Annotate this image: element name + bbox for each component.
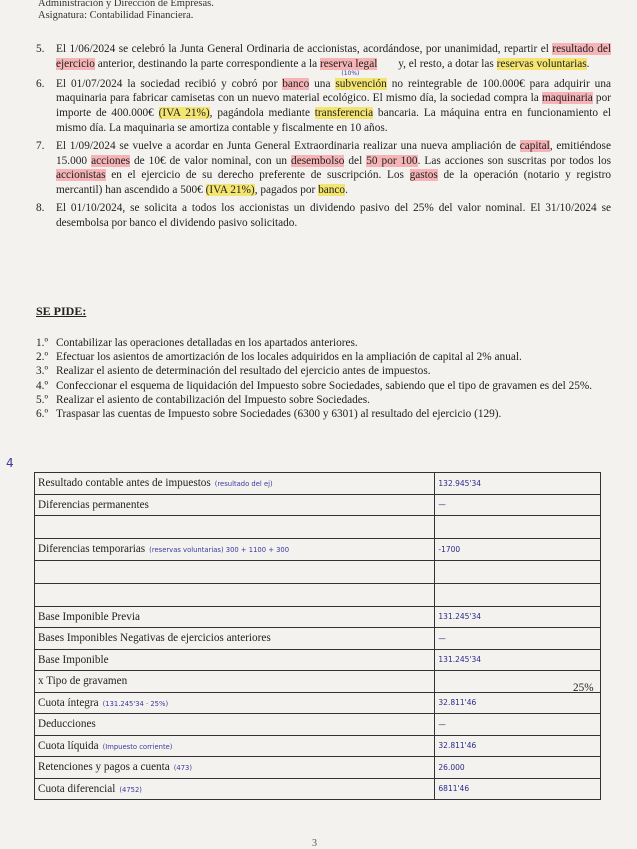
row-label: Deducciones: [35, 714, 435, 736]
item-number: 7.: [36, 139, 45, 152]
document-header: [38, 0, 214, 22]
highlight: acciones: [91, 154, 130, 167]
handwritten-note: (Impuesto corriente): [102, 742, 173, 751]
highlight: accionistas: [56, 169, 106, 182]
handwritten-note: (resultado del ej): [214, 480, 273, 489]
handwritten-note: (10%): [341, 69, 360, 77]
row-value: 32.811'46: [435, 692, 601, 714]
item-7: [36, 139, 611, 198]
highlight: (IVA 21%): [205, 184, 255, 197]
item-5: [36, 42, 611, 77]
highlight: capital: [519, 139, 550, 152]
row-label: x Tipo de gravamen: [35, 671, 435, 693]
table-row: [35, 778, 601, 800]
handwritten-margin-mark: 4: [6, 456, 14, 470]
header-degree: Administración y Dirección de Empresas.: [38, 0, 214, 9]
highlight: transferencia: [314, 107, 374, 120]
table-row: [35, 671, 601, 693]
row-label: Cuota diferencial (4752): [35, 778, 435, 800]
exercise-items: [36, 42, 611, 234]
item-text: El 1/06/2024 se celebró la Junta General Ordinaria de accionistas, acordándose, por unanimidad, repartir el resultado del ejercicio anterior, destinando la parte correspondiente a la reserva legal$_{(10\%)}$ y, el resto, a dotar las reservas voluntarias.: [56, 43, 611, 77]
row-value: 32.811'46: [435, 735, 601, 757]
task-number: 4.º: [36, 379, 48, 392]
row-value: —: [435, 714, 601, 736]
highlight: 50 por 100: [366, 154, 418, 167]
item-text: El 1/09/2024 se vuelve a acordar en Junta General Extraordinaria realizar una nueva ampliación de capital, emitiéndose 15.000 acciones de 10€ de valor nominal, con un desembolso del 50 por 100. Las acciones son suscritas por todos los accionistas en el ejercicio de su derecho preferente de suscripción. Los gastos de la operación (notario y registro mercantil) han ascendido a 500€ (IVA 21%), pagados por banco.: [56, 139, 612, 197]
item-text: El 01/07/2024 la sociedad recibió y cobró por banco una subvención no reintegrable de 100.000€ para adquirir una maquinaria para fabricar camisetas con un nuevo material ecológico. El mismo día, la sociedad compra la maquinaria por importe de 400.000€ (IVA 21%), pagándola mediante transferencia bancaria. La máquina entra en funcionamiento el mismo día. La maquinaria se amortiza contable y fiscalmente en 10 años.: [56, 77, 612, 134]
handwritten-note: (131.245'34 · 25%): [102, 699, 169, 708]
row-label: Diferencias temporarias (reservas voluntarias) 300 + 1100 + 300: [35, 539, 435, 561]
task-number: 5.º: [36, 393, 48, 406]
item-number: 6.: [36, 77, 45, 90]
highlight: reservas voluntarias: [496, 57, 587, 70]
row-label: Resultado contable antes de impuestos (resultado del ej): [35, 473, 435, 495]
highlight: banco: [318, 184, 346, 197]
handwritten-note: (reservas voluntarias) 300 + 1100 + 300: [149, 546, 290, 555]
table-row: [35, 628, 601, 650]
task-6: [36, 407, 611, 421]
section-heading: SE PIDE:: [36, 304, 87, 318]
row-value: 131.245'34: [435, 606, 601, 628]
task-number: 2.º: [36, 351, 48, 364]
row-label: Cuota íntegra (131.245'34 · 25%): [35, 692, 435, 714]
row-value: 131.245'34: [435, 649, 601, 671]
handwritten-note: (4752): [119, 785, 142, 794]
table-row: [35, 757, 601, 779]
table-row-blank: [35, 516, 601, 539]
row-label: Diferencias permanentes: [35, 494, 435, 516]
task-text: Realizar el asiento de contabilización del Impuesto sobre Sociedades.: [56, 393, 371, 406]
table-row: [35, 539, 601, 561]
highlight: (IVA 21%): [158, 107, 210, 120]
table-row: [35, 735, 601, 757]
page-number: 3: [312, 838, 317, 849]
highlight: reserva legal: [319, 57, 378, 70]
task-text: Efectuar los asientos de amortización de los locales adquiridos en la ampliación de capital al 2% anual.: [56, 351, 522, 364]
header-subject: Asignatura: Contabilidad Financiera.: [38, 10, 194, 21]
task-text: Contabilizar las operaciones detalladas en los apartados anteriores.: [56, 337, 358, 349]
table-row: [35, 606, 601, 628]
task-number: 1.º: [36, 337, 48, 349]
item-number: 8.: [36, 201, 45, 214]
task-5: [36, 393, 611, 407]
handwritten-note: (473): [173, 764, 192, 773]
item-8: [36, 201, 611, 231]
row-label: Cuota líquida (Impuesto corriente): [35, 735, 435, 757]
task-1: [36, 336, 611, 350]
task-3: [36, 364, 611, 378]
row-value: 132.945'34: [435, 473, 601, 495]
table-row: [35, 473, 601, 495]
row-label: Bases Imponibles Negativas de ejercicios anteriores: [35, 628, 435, 650]
row-value: 6811'46: [435, 778, 601, 800]
row-label: Retenciones y pagos a cuenta (473): [35, 757, 435, 779]
row-value: —: [435, 494, 601, 516]
task-2: [36, 350, 611, 364]
row-label: Base Imponible: [35, 649, 435, 671]
row-value: 26.000: [435, 757, 601, 779]
task-number: 6.º: [36, 408, 48, 421]
highlight: subvención: [335, 77, 387, 90]
item-number: 5.: [36, 43, 45, 55]
table-row-blank: [35, 583, 601, 606]
table-row: [35, 714, 601, 736]
row-label: Base Imponible Previa: [35, 606, 435, 628]
highlight: gastos: [409, 169, 438, 182]
highlight: desembolso: [291, 154, 345, 167]
task-4: [36, 379, 611, 393]
highlight: maquinaria: [541, 92, 593, 105]
task-text: Confeccionar el esquema de liquidación del Impuesto sobre Sociedades, sabiendo que el tipo de gravamen es del 25%.: [56, 379, 593, 392]
row-value: -1700: [435, 539, 601, 561]
item-6: [36, 77, 611, 136]
row-value: —: [435, 628, 601, 650]
item-text: El 01/10/2024, se solicita a todos los accionistas un dividendo pasivo del 25% del valor nominal. El 31/10/2024 se desembolsa por banco el dividendo pasivo solicitado.: [56, 201, 611, 229]
highlight: banco: [282, 77, 310, 90]
table-row: [35, 649, 601, 671]
task-number: 3.º: [36, 365, 48, 378]
table-row: [35, 692, 601, 714]
task-list: [36, 336, 611, 421]
highlight: resultado del ejercicio: [56, 43, 611, 70]
task-text: Traspasar las cuentas de Impuesto sobre Sociedades (6300 y 6301) al resultado del ejercicio (129).: [56, 408, 502, 421]
table-row-blank: [35, 560, 601, 583]
table-row: [35, 494, 601, 516]
tax-liquidation-table: [34, 472, 601, 800]
tax-rate-value: 25%: [573, 682, 594, 694]
task-text: Realizar el asiento de determinación del resultado del ejercicio antes de impuestos.: [56, 365, 431, 378]
